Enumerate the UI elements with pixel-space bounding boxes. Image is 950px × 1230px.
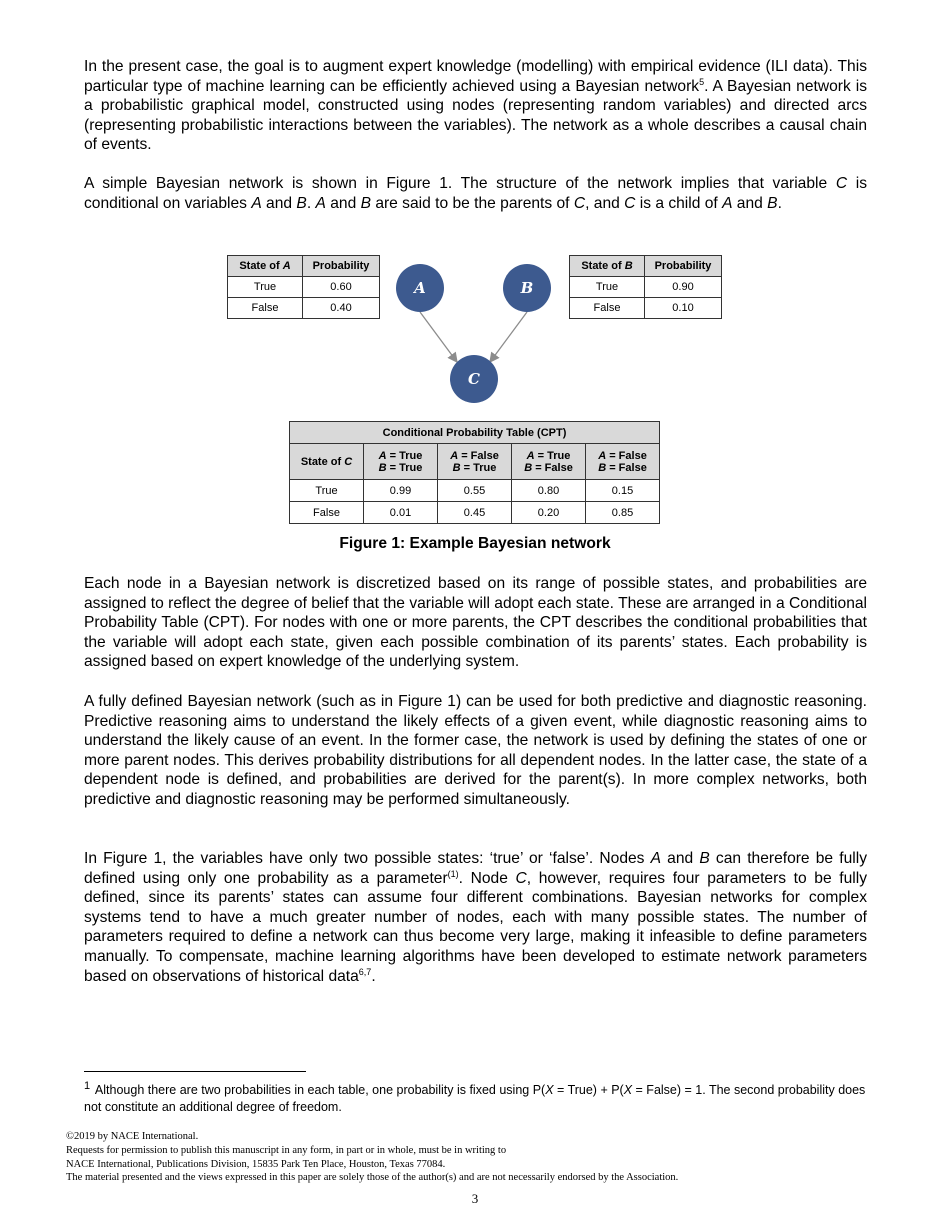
paragraph-bayesian-intro: In the present case, the goal is to augment expert knowledge (modelling) with empirical evidence (ILI data). This particular type of machine learning can be efficiently achieved using a Bayesian network$^5$. A Bayesian network is a probabilistic graphical model, constructed using nodes (representing random variables) and directed arcs (representing probabilistic interactions between the variables). The network as a whole describes a causal chain of events. bbox=[84, 58, 867, 154]
cpt-header-state: State of C bbox=[290, 444, 364, 480]
probability-table-a bbox=[227, 255, 380, 319]
arc-a-to-c bbox=[420, 312, 457, 362]
table-row: False 0.10 bbox=[570, 298, 722, 319]
arc-b-to-c bbox=[490, 312, 527, 362]
paragraph-cpt-description: Each node in a Bayesian network is discretized based on its range of possible states, and probabilities are assigned to reflect the degree of belief that the variable will adopt each state. These are arranged in a Conditional Probability Table (CPT). For nodes with one or more parents, the CPT describes the conditional probabilities that the variable will adopt each state, given each possible combination of its parents’ states. Each probability is assigned based on expert knowledge of the underlying system. bbox=[84, 575, 867, 671]
table-row: True 0.60 bbox=[228, 277, 380, 298]
paragraph-reasoning: A fully defined Bayesian network (such as in Figure 1) can be used for both predictive and diagnostic reasoning. Predictive reasoning aims to understand the likely effects of a given event, while diagnostic reasoning aims to understand the likely cause of an event. In the former case, the network is used by defining the states of one or more parent nodes. This derives probability distributions for all dependent nodes. In the latter case, the state of a dependent node is defined, and probabilities are derived for the parent(s). In more complex networks, both predictive and diagnostic reasoning may be performed simultaneously. bbox=[84, 693, 867, 808]
citation-6-7: 6,7 bbox=[358, 966, 372, 977]
table-row: True 0.99 0.55 0.80 0.15 bbox=[290, 480, 660, 502]
citation-5: 5 bbox=[699, 76, 705, 87]
copyright-notice: ©2019 by NACE International. Requests for permission to publish this manuscript in any form, in part or in whole, must be in writing to NACE International, Publications Division, 15835 Park Ten Place, Houston, Texas 77084. The material presented and the views expressed in this paper are solely those of the author(s) and are not necessarily endorsed by the Association. bbox=[66, 1131, 679, 1184]
cpt-header-col: A = False B = True bbox=[438, 444, 512, 480]
footnote-1: 1 Although there are two probabilities in each table, one probability is fixed using P(X = True) + P(X = False) = 1. The second probability does not constitute an additional degree of freedom. bbox=[84, 1079, 866, 1114]
probability-table-b bbox=[569, 255, 722, 319]
table-a-header-probability: Probability bbox=[303, 256, 380, 277]
cpt-header-col: A = True B = True bbox=[364, 444, 438, 480]
paragraph-parameters: In Figure 1, the variables have only two possible states: ‘true’ or ‘false’. Nodes A and B can therefore be fully defined using only one probability as a parameter$^{(1)}$. Node C, however, requires four parameters to be fully defined, since its parents’ states can assume four different combinations. Bayesian networks for complex systems tend to have a much greater number of nodes, each with many possible states. The number of parameters required to define a network can thus become very large, making it infeasible to define parameters manually. To compensate, machine learning algorithms have been developed to estimate network parameters based on observations of historical data$^{6,7}$. bbox=[84, 850, 867, 985]
table-row: False 0.40 bbox=[228, 298, 380, 319]
cpt-header-col: A = True B = False bbox=[512, 444, 586, 480]
cpt-title: Conditional Probability Table (CPT) bbox=[290, 422, 660, 444]
paragraph-simple-network: A simple Bayesian network is shown in Figure 1. The structure of the network implies that variable C is conditional on variables A and B. A and B are said to be the parents of C, and C is a child of A and B. bbox=[84, 175, 868, 212]
table-b-header-state: State of B bbox=[570, 256, 645, 277]
footnote-divider bbox=[84, 1071, 306, 1072]
table-row: True 0.90 bbox=[570, 277, 722, 298]
table-a-header-state: State of A bbox=[228, 256, 303, 277]
page-number: 3 bbox=[471, 1191, 479, 1206]
figure-bayesian-network bbox=[0, 240, 950, 540]
footnote-ref-1[interactable]: (1) bbox=[447, 868, 459, 879]
table-b-header-probability: Probability bbox=[645, 256, 722, 277]
figure-caption: Figure 1: Example Bayesian network bbox=[339, 535, 611, 552]
table-row: False 0.01 0.45 0.20 0.85 bbox=[290, 502, 660, 524]
node-a: A bbox=[396, 264, 444, 312]
conditional-probability-table bbox=[289, 421, 660, 524]
node-b: B bbox=[503, 264, 551, 312]
node-c: C bbox=[450, 355, 498, 403]
cpt-header-col: A = False B = False bbox=[586, 444, 660, 480]
